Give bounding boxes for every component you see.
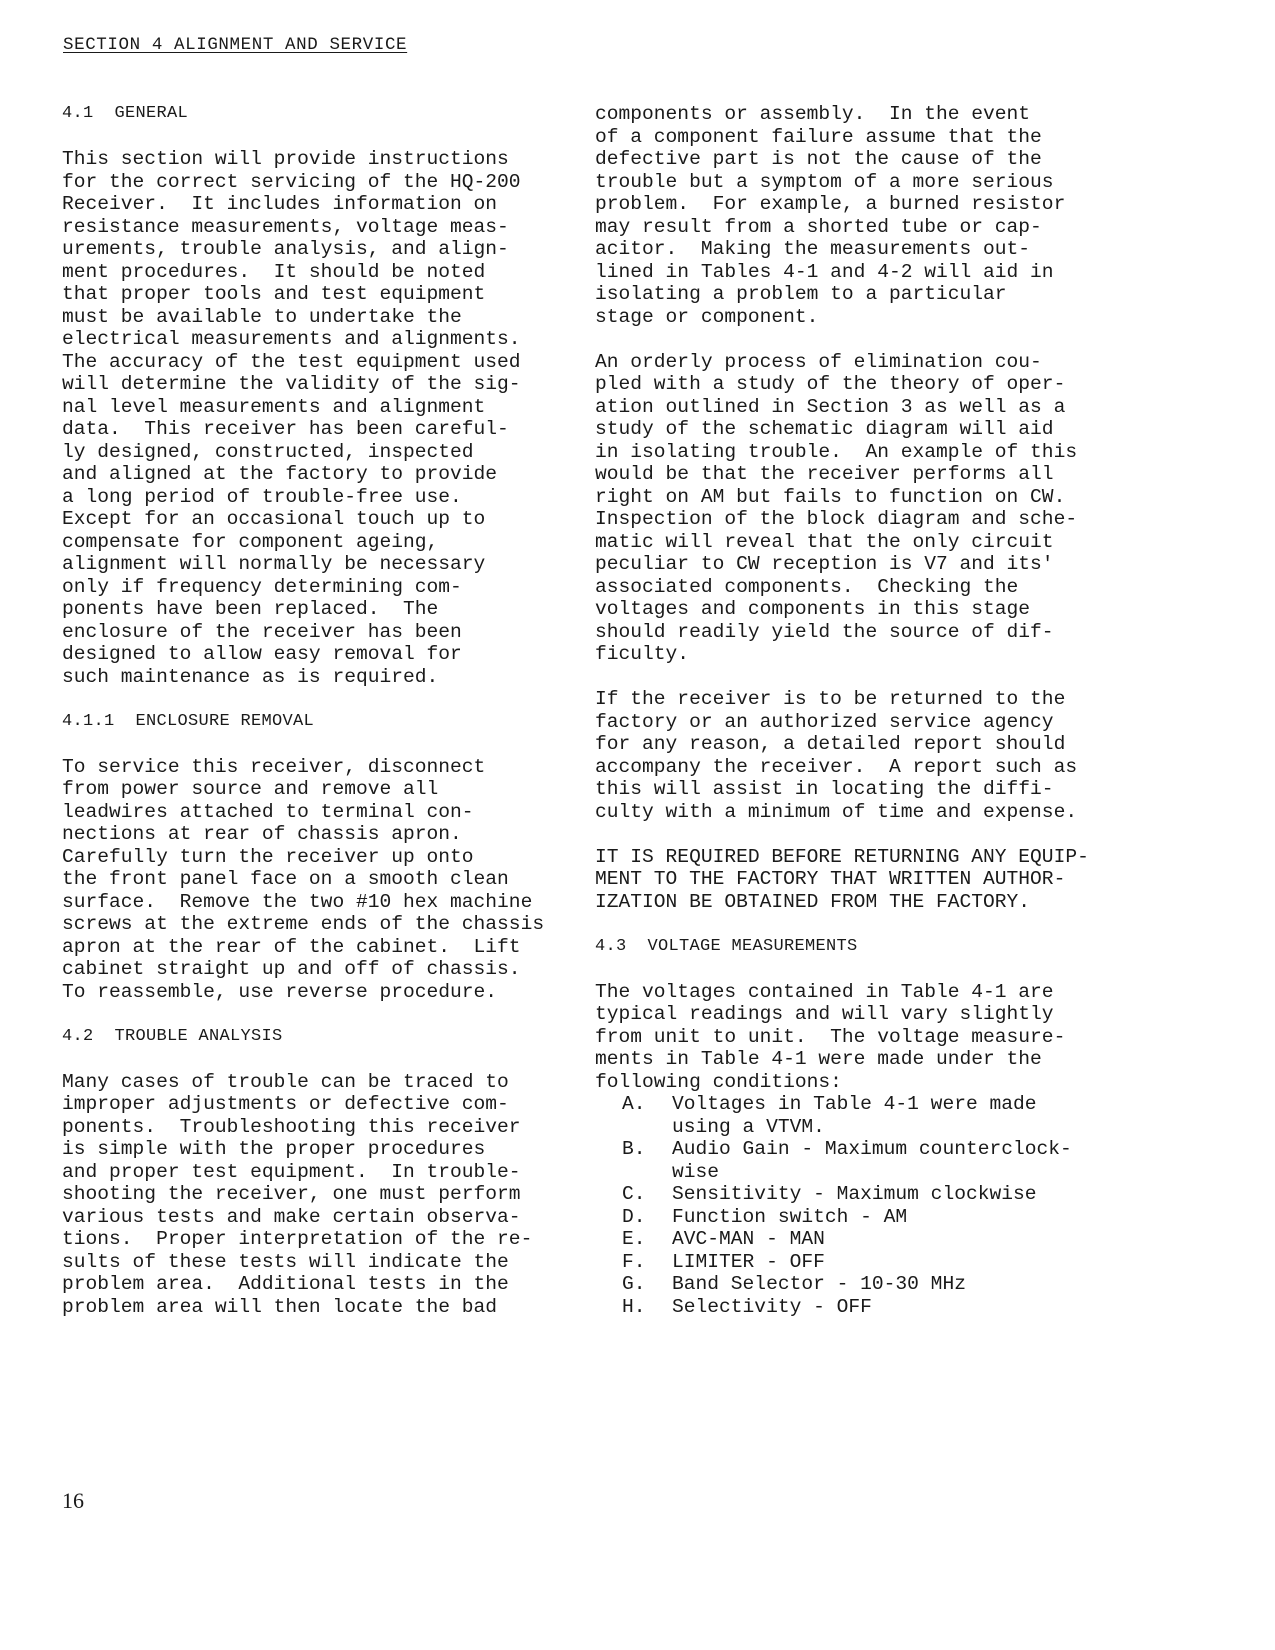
condition-item	[595, 1138, 1155, 1183]
condition-text: AVC-MAN - MAN	[672, 1228, 825, 1250]
condition-letter: G.	[622, 1273, 646, 1295]
condition-text: Audio Gain - Maximum counterclock- wise	[672, 1138, 1072, 1183]
condition-item	[595, 1183, 1155, 1206]
paragraph-enclosure-removal: To service this receiver, disconnect from power source and remove all leadwires attached to terminal con- nections at rear of chassis apron. Carefully turn the receiver up onto the front panel face on a smooth clean surface. Remove the two #10 hex machine screws at the extreme ends of the chassis apron at the rear of the cabinet. Lift cabinet straight up and off of chassis. To reassemble, use reverse procedure.	[62, 755, 545, 1003]
heading-4-3-voltage-measurements: 4.3 VOLTAGE MEASUREMENTS	[595, 936, 858, 956]
condition-letter: C.	[622, 1183, 646, 1205]
paragraph-return: If the receiver is to be returned to the factory or an authorized service agency for any reason, a detailed report should accompany the receiver. A report such as this will assist in locating the diffi- culty with a minimum of time and expense.	[595, 688, 1078, 823]
right-column	[595, 103, 1155, 1318]
condition-letter: B.	[622, 1138, 646, 1160]
condition-letter: F.	[622, 1250, 646, 1273]
conditions-list	[595, 1093, 1155, 1318]
condition-item	[595, 1206, 1155, 1229]
condition-text: Voltages in Table 4-1 were made using a VTVM.	[672, 1093, 1037, 1138]
condition-text: Selectivity - OFF	[672, 1295, 872, 1318]
condition-letter: A.	[622, 1093, 646, 1115]
condition-letter: E.	[622, 1228, 646, 1250]
paragraph-trouble-analysis-continued: components or assembly. In the event of a component failure assume that the defective part is not the cause of the trouble but a symptom of a more serious problem. For example, a burned resistor may result from a shorted tube or cap- acitor. Making the measurements out- lined in Tables 4-1 and 4-2 will aid in isolating a problem to a particular stage or component.	[595, 103, 1066, 328]
section-header: SECTION 4 ALIGNMENT AND SERVICE	[63, 35, 408, 55]
condition-item	[595, 1093, 1155, 1138]
condition-text: Sensitivity - Maximum clockwise	[672, 1183, 1037, 1205]
paragraph-voltage-measurements: The voltages contained in Table 4-1 are typical readings and will vary slightly from unit to unit. The voltage measure- ments in Table 4-1 were made under the following conditions:	[595, 980, 1066, 1093]
left-column	[62, 103, 622, 1341]
page-number: 16	[62, 1488, 84, 1513]
condition-letter: D.	[622, 1205, 646, 1228]
condition-item	[595, 1273, 1155, 1296]
paragraph-authorization-required: IT IS REQUIRED BEFORE RETURNING ANY EQUIP- MENT TO THE FACTORY THAT WRITTEN AUTHOR- IZATION BE OBTAINED FROM THE FACTORY.	[595, 845, 1089, 913]
condition-text: Band Selector - 10-30 MHz	[672, 1273, 966, 1295]
condition-text: Function switch - AM	[672, 1205, 908, 1228]
condition-letter: H.	[622, 1295, 646, 1318]
condition-item	[595, 1296, 1155, 1319]
condition-text: LIMITER - OFF	[672, 1250, 825, 1273]
heading-4-2-trouble-analysis: 4.2 TROUBLE ANALYSIS	[62, 1026, 283, 1046]
paragraph-general: This section will provide instructions for the correct servicing of the HQ-200 Receiver. It includes information on resistance measurements, voltage meas- urements, trouble analysis, and align- ment procedures. It should be noted that proper tools and test equipment must be available to undertake the electrical measurements and alignments. The accuracy of the test equipment used will determine the validity of the sig- nal level measurements and alignment data. This receiver has been careful- ly designed, constructed, inspected and aligned at the factory to provide a long period of trouble-free use. Except for an occasional touch up to compensate for component ageing, alignment will normally be necessary only if frequency determining com- ponents have been replaced. The enclosure of the receiver has been designed to allow easy removal for such maintenance as is required.	[62, 148, 521, 688]
heading-4-1-general: 4.1 GENERAL	[62, 104, 189, 123]
heading-4-1-1-enclosure-removal: 4.1.1 ENCLOSURE REMOVAL	[62, 711, 315, 731]
paragraph-elimination: An orderly process of elimination cou- pled with a study of the theory of oper- ation outlined in Section 3 as well as a study of the schematic diagram will aid in isolating trouble. An example of this would be that the receiver performs all right on AM but fails to function on CW. Inspection of the block diagram and sche- matic will reveal that the only circuit peculiar to CW reception is V7 and its' associated components. Checking the voltages and components in this stage should readily yield the source of dif- ficulty.	[595, 350, 1078, 665]
paragraph-trouble-analysis: Many cases of trouble can be traced to improper adjustments or defective com- ponents. Troubleshooting this receiver is simple with the proper procedures and proper test equipment. In trouble- shooting the receiver, one must perform various tests and make certain observa- tions. Proper interpretation of the re- sults of these tests will indicate the problem area. Additional tests in the problem area will then locate the bad	[62, 1070, 533, 1318]
condition-item	[595, 1228, 1155, 1251]
condition-item	[595, 1251, 1155, 1274]
